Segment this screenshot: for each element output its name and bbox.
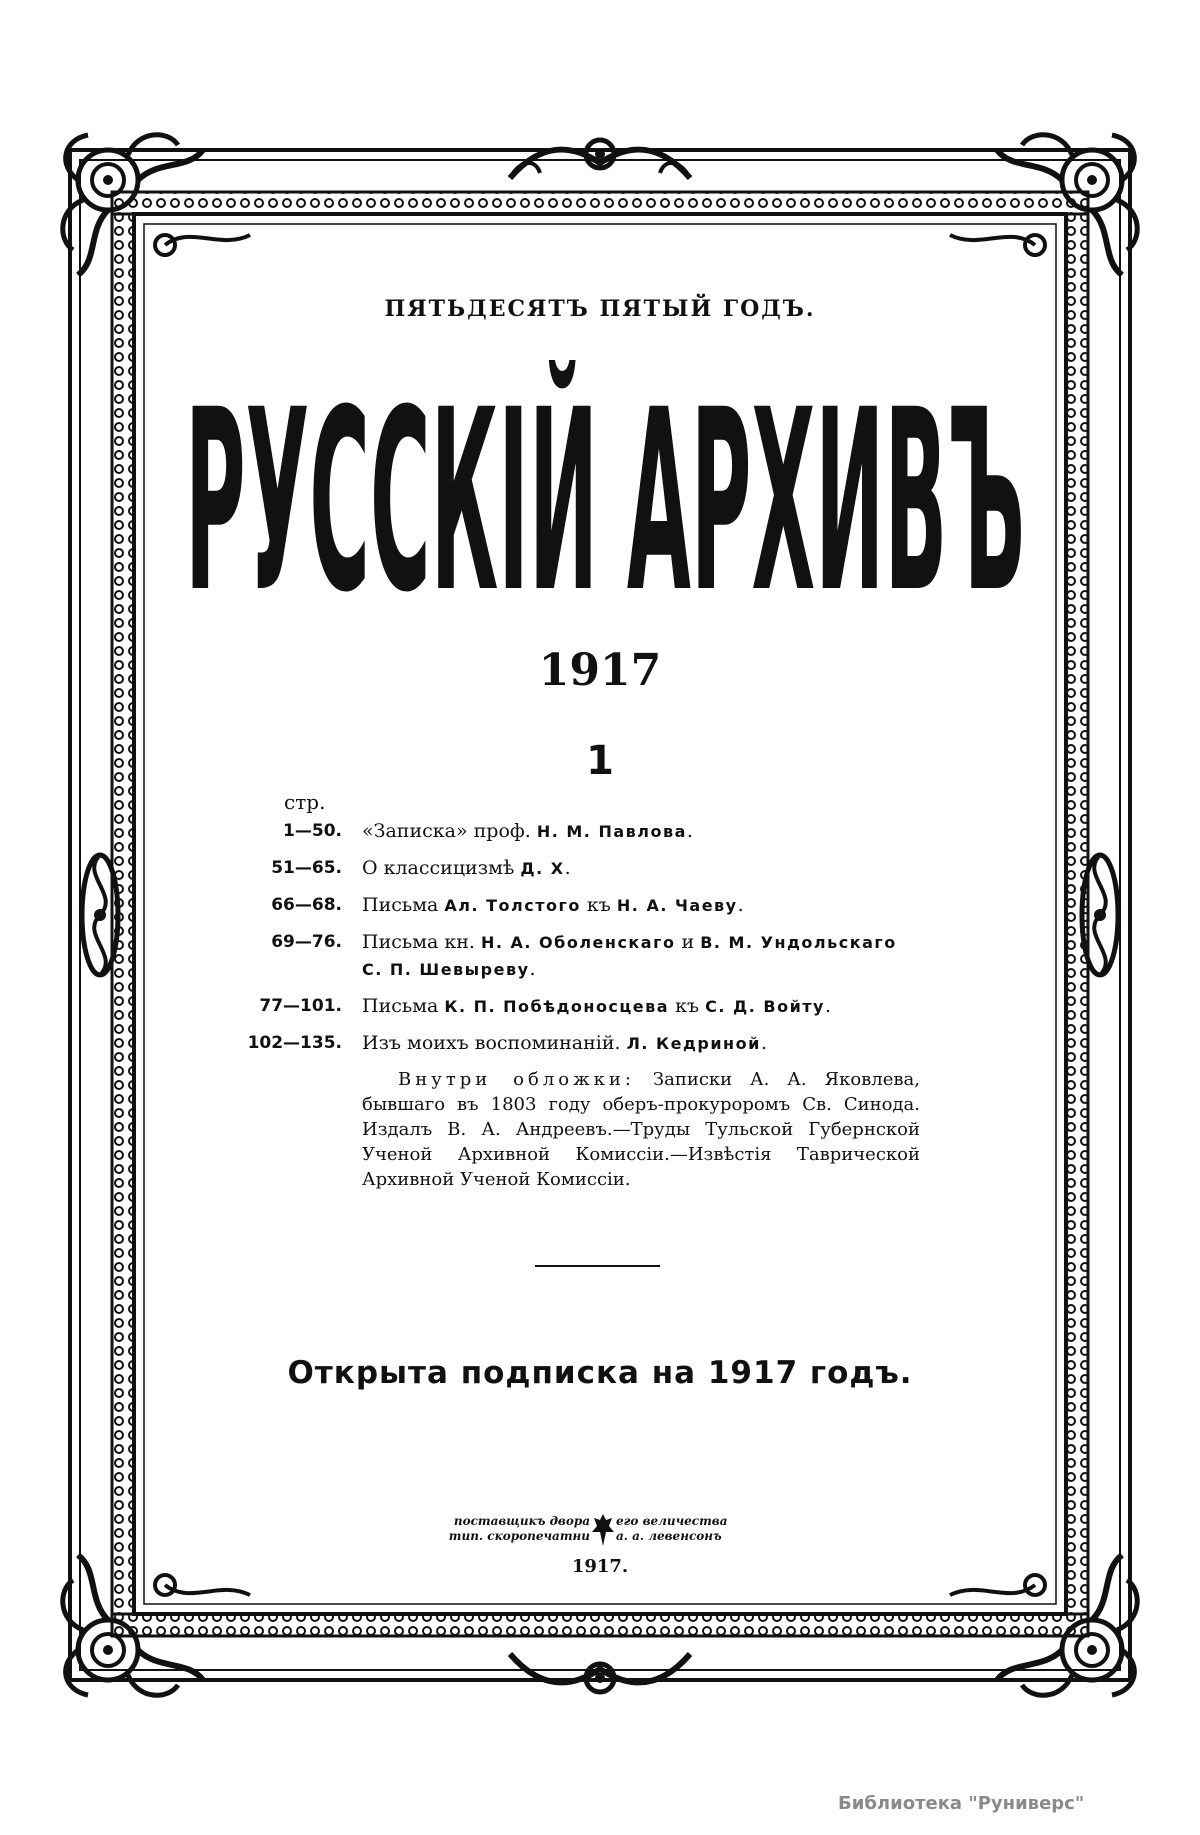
print-year: 1917. <box>571 1556 629 1577</box>
toc-page-range: 102—135. <box>247 1033 342 1053</box>
journal-title <box>180 360 1030 620</box>
toc-author-name: К. П. Побѣдоносцева <box>444 997 670 1016</box>
toc-text-part: Письма кн. <box>362 931 481 953</box>
toc-entry <box>240 855 920 882</box>
toc-author-name: Н. А. Оболенскаго <box>480 933 676 952</box>
toc-entry-text <box>362 855 920 882</box>
library-watermark: Библиотека "Руниверс" <box>838 1793 1085 1814</box>
toc-entry-text <box>362 818 920 845</box>
toc-text-part: Письма <box>362 995 445 1017</box>
toc-entry-text <box>362 1030 920 1057</box>
divider-rule <box>535 1265 660 1267</box>
toc-text-part: . <box>564 857 571 879</box>
toc-author-name: Н. М. Павлова <box>536 822 687 841</box>
imprint-left-line2: тип. скоропечатни <box>448 1529 590 1543</box>
table-of-contents <box>240 790 920 1192</box>
toc-author-name: С. Д. Войту <box>705 997 825 1016</box>
inside-cover-label: Внутри обложки: <box>398 1069 635 1090</box>
imprint-left <box>430 1514 590 1544</box>
publisher-imprint <box>430 1510 770 1560</box>
volume-year-line: ПЯТЬДЕСЯТЪ ПЯТЫЙ ГОДЪ. <box>384 296 816 322</box>
imprint-right-line1: его величества <box>616 1514 728 1528</box>
toc-entry <box>240 993 920 1020</box>
issue-year: 1917 <box>538 645 662 696</box>
toc-list <box>240 818 920 1057</box>
toc-entry-text <box>362 892 920 919</box>
toc-text-part: . <box>824 995 832 1017</box>
imprint-right-line2: а. а. левенсонъ <box>616 1529 722 1543</box>
toc-text-part: къ <box>669 995 706 1017</box>
inside-cover-text: Записки А. А. Яковлева, бывшаго въ 1803 году оберъ-прокуроромъ Св. Синода. Издалъ В. А. Андреевъ.—Труды Тульской Губернской Ученой Архивной Комиссіи.—Извѣстія Таврической Архивной Ученой Комиссіи. <box>362 1069 920 1190</box>
toc-text-part: . <box>529 958 536 980</box>
toc-text-part: . <box>760 1032 767 1054</box>
toc-entry <box>240 818 920 845</box>
toc-text-part: . <box>737 894 744 916</box>
toc-author-name: Н. А. Чаеву <box>616 896 738 915</box>
toc-entry <box>240 1030 920 1057</box>
toc-text-part: и <box>675 931 701 953</box>
toc-text-part: О классицизмѣ <box>362 857 521 879</box>
toc-page-range: 69—76. <box>271 932 342 952</box>
toc-text-part: . <box>686 820 693 842</box>
journal-title-text: РУССКІЙ АРХИВЪ <box>185 360 1025 620</box>
inside-cover-note <box>362 1067 920 1192</box>
subscription-notice: Открыта подписка на 1917 годъ. <box>287 1355 913 1391</box>
toc-text-part: къ <box>580 894 617 916</box>
toc-entry-text <box>362 929 920 983</box>
toc-page-range: 66—68. <box>271 895 342 915</box>
issue-number: 1 <box>586 738 614 784</box>
eagle-emblem-icon <box>590 1510 616 1550</box>
toc-author-name: Л. Кедриной <box>626 1034 761 1053</box>
toc-entry <box>240 929 920 983</box>
toc-text-part: Письма <box>362 894 445 916</box>
toc-author-name: Ал. Толстого <box>444 896 581 915</box>
imprint-right <box>616 1514 776 1544</box>
toc-author-name: В. М. Ундольскаго С. П. Шевыреву <box>362 933 897 979</box>
toc-author-name: Д. Х <box>520 859 565 878</box>
imprint-left-line1: поставщикъ двора <box>453 1514 590 1528</box>
toc-entry-text <box>362 993 920 1020</box>
toc-entry <box>240 892 920 919</box>
toc-page-range: 1—50. <box>283 821 342 841</box>
toc-page-range: 77—101. <box>259 996 342 1016</box>
toc-text-part: Изъ моихъ воспоминаній. <box>362 1032 627 1054</box>
toc-page-range: 51—65. <box>271 858 342 878</box>
pages-label: стр. <box>284 790 326 814</box>
toc-text-part: «Записка» проф. <box>362 820 537 842</box>
journal-title-svg <box>180 360 1030 620</box>
